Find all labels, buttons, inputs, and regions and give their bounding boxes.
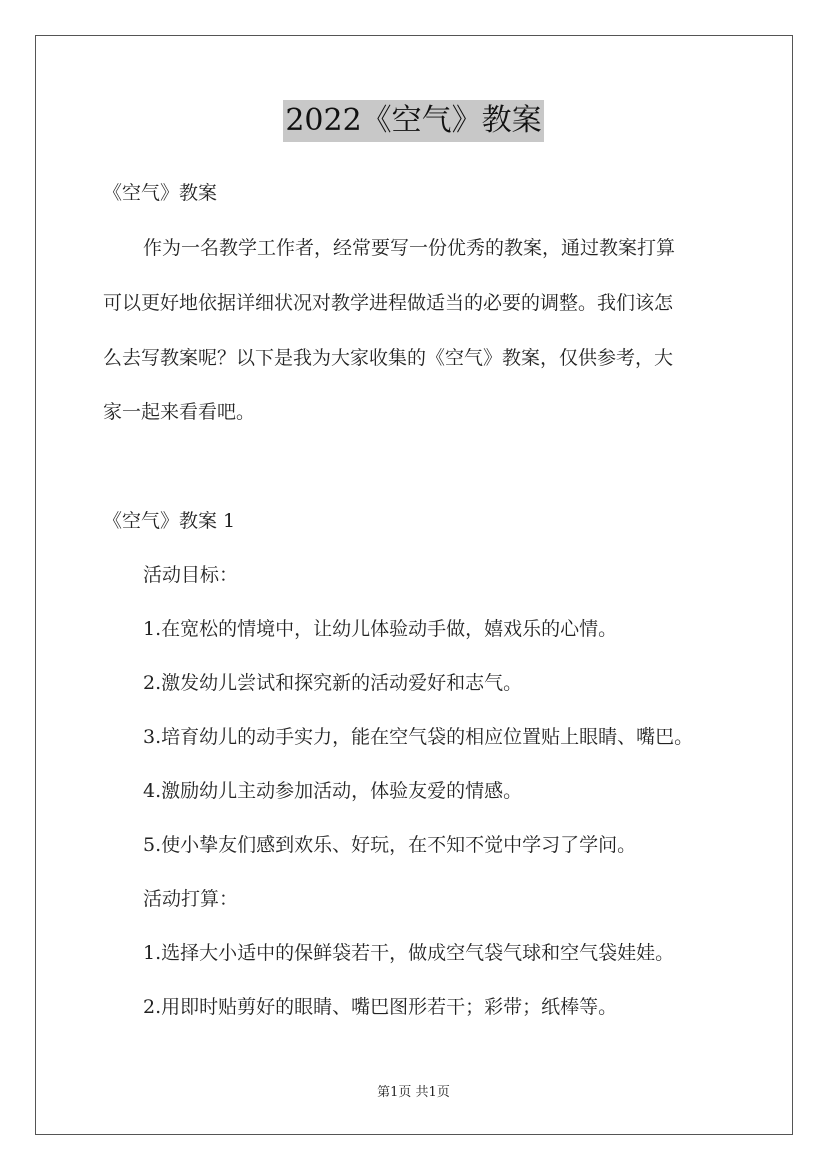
intro-line-2: 可以更好地依据详细状况对教学进程做适当的必要的调整。我们该怎 — [103, 292, 674, 314]
intro-line-3: 么去写教案呢？以下是我为大家收集的《空气》教案，仅供参考，大 — [103, 347, 674, 369]
section-heading: 《空气》教案 1 — [103, 510, 236, 532]
document-subtitle: 《空气》教案 — [103, 182, 218, 204]
goal-item-3: 3.培育幼儿的动手实力，能在空气袋的相应位置贴上眼睛、嘴巴。 — [143, 726, 694, 748]
page-footer: 第1页 共1页 — [377, 1085, 450, 1100]
intro-line-4: 家一起来看看吧。 — [103, 401, 256, 423]
prep-item-1: 1.选择大小适中的保鲜袋若干，做成空气袋气球和空气袋娃娃。 — [143, 942, 675, 964]
prep-heading: 活动打算： — [143, 888, 239, 910]
goal-item-5: 5.使小挚友们感到欢乐、好玩，在不知不觉中学习了学问。 — [143, 834, 637, 856]
prep-item-2: 2.用即时贴剪好的眼睛、嘴巴图形若干；彩带；纸棒等。 — [143, 996, 618, 1018]
intro-line-1: 作为一名教学工作者，经常要写一份优秀的教案，通过教案打算 — [143, 237, 676, 259]
goal-item-2: 2.激发幼儿尝试和探究新的活动爱好和志气。 — [143, 672, 523, 694]
title-container — [0, 100, 827, 142]
goals-heading: 活动目标： — [143, 564, 239, 586]
goal-item-1: 1.在宽松的情境中，让幼儿体验动手做，嬉戏乐的心情。 — [143, 618, 618, 640]
goal-item-4: 4.激励幼儿主动参加活动，体验友爱的情感。 — [143, 780, 523, 802]
document-title: 2022《空气》教案 — [283, 100, 543, 142]
